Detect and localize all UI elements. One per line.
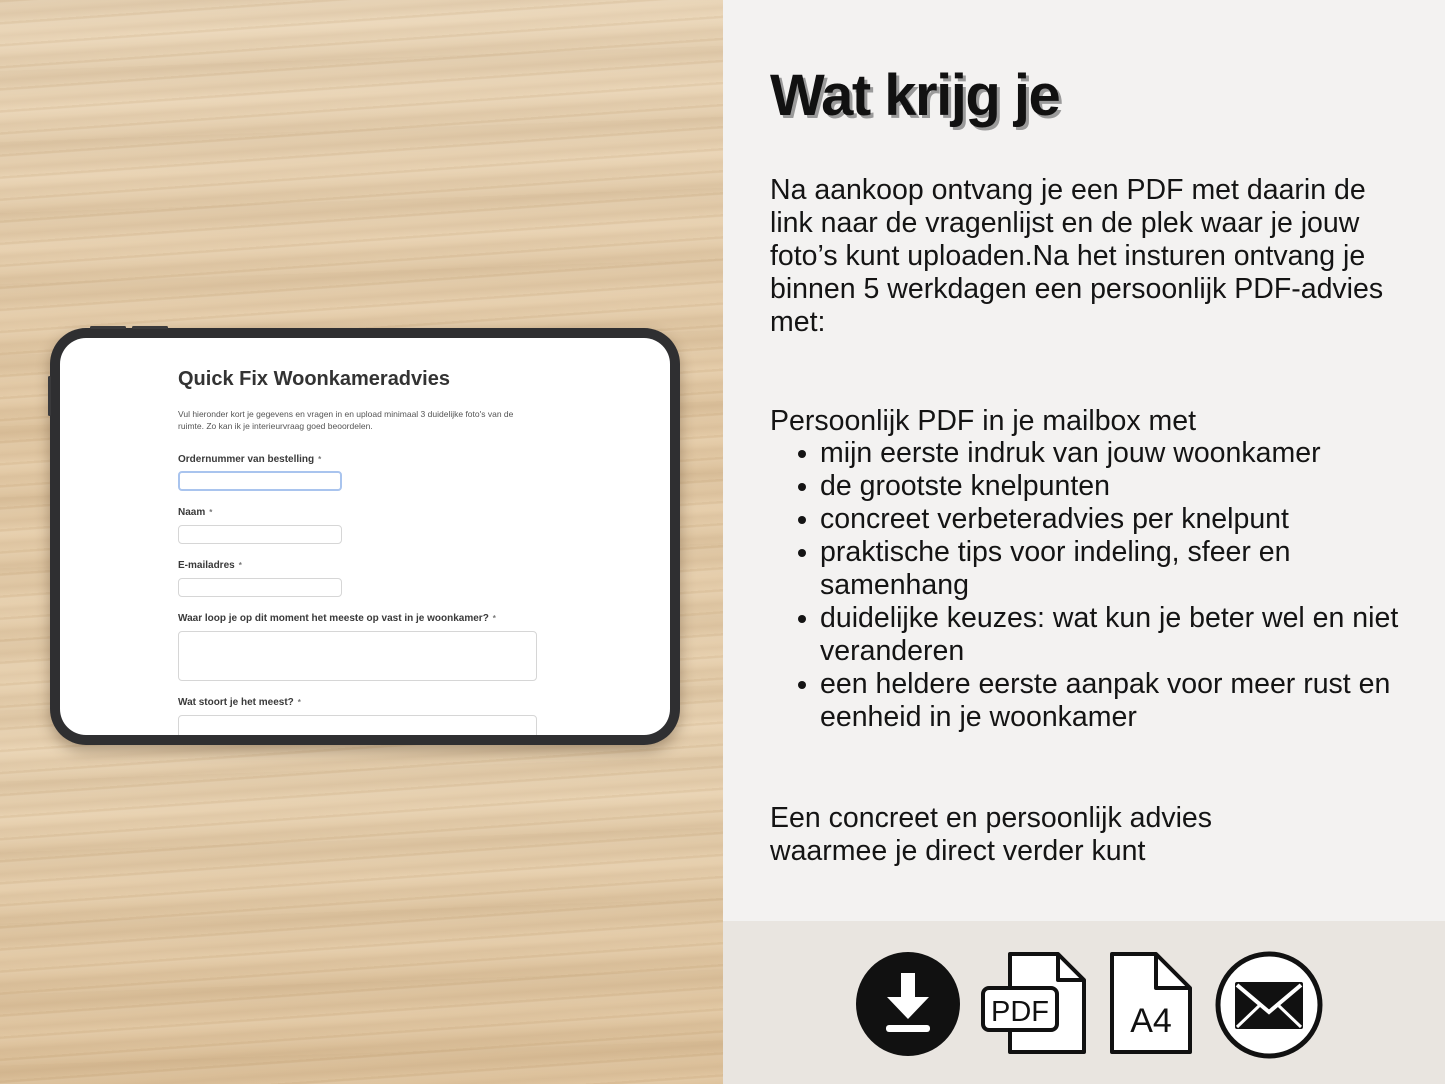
a4-file-icon bbox=[1108, 950, 1194, 1058]
a4-label: A4 bbox=[1130, 1002, 1172, 1040]
field-label-storen bbox=[178, 697, 301, 708]
tablet-screen bbox=[60, 338, 670, 735]
required-marker: * bbox=[209, 508, 213, 517]
required-marker: * bbox=[297, 698, 301, 707]
field-label-text: Ordernummer van bestelling bbox=[178, 454, 315, 465]
pdf-file-icon bbox=[980, 950, 1088, 1058]
list-item: mijn eerste indruk van jouw woonkamer bbox=[770, 437, 1410, 470]
storen-textarea[interactable] bbox=[178, 715, 537, 735]
tablet-button bbox=[90, 326, 126, 329]
list-item: concreet verbeteradvies per knelpunt bbox=[770, 503, 1410, 536]
field-label-text: Waar loop je op dit moment het meeste op vast in je woonkamer? bbox=[178, 613, 489, 624]
form-title: Quick Fix Woonkameradvies bbox=[178, 368, 450, 390]
tablet-side-button bbox=[48, 376, 51, 416]
list-item: de grootste knelpunten bbox=[770, 470, 1410, 503]
ordernummer-input[interactable] bbox=[178, 471, 342, 491]
field-label-text: Wat stoort je het meest? bbox=[178, 697, 294, 708]
field-label-ordernummer bbox=[178, 454, 321, 465]
form-intro: Vul hieronder kort je gegevens en vragen in en upload minimaal 3 duidelijke foto's van de ruimte. Zo kan ik je interieurvraag goed beoordelen. bbox=[178, 409, 514, 431]
intro-paragraph: Na aankoop ontvang je een PDF met daarin de link naar de vragenlijst en de plek waar je jouw foto’s kunt uploaden.Na het insturen ontvang je binnen 5 werkdagen een persoonlijk PDF-advies met: bbox=[770, 174, 1384, 338]
benefits-list bbox=[770, 437, 1410, 734]
tablet-mockup bbox=[50, 328, 680, 745]
download-icon bbox=[855, 951, 961, 1057]
required-marker: * bbox=[318, 455, 322, 464]
required-marker: * bbox=[492, 614, 496, 623]
required-marker: * bbox=[238, 561, 242, 570]
list-item: een heldere eerste aanpak voor meer rust en eenheid in je woonkamer bbox=[770, 668, 1410, 734]
closing-text: Een concreet en persoonlijk advies waarmee je direct verder kunt bbox=[770, 802, 1213, 867]
field-label-text: Naam bbox=[178, 507, 206, 518]
mail-icon bbox=[1214, 950, 1324, 1060]
email-input[interactable] bbox=[178, 578, 342, 597]
pdf-label: PDF bbox=[991, 996, 1049, 1028]
page-heading: Wat krijg je bbox=[770, 63, 1060, 128]
field-label-text: E-mailadres bbox=[178, 560, 235, 571]
vastlopen-textarea[interactable] bbox=[178, 631, 537, 681]
field-label-email bbox=[178, 560, 242, 571]
naam-input[interactable] bbox=[178, 525, 342, 544]
field-label-vastlopen bbox=[178, 613, 496, 624]
list-item: duidelijke keuzes: wat kun je beter wel en niet veranderen bbox=[770, 602, 1410, 668]
list-item: praktische tips voor indeling, sfeer en samenhang bbox=[770, 536, 1410, 602]
field-label-naam bbox=[178, 507, 212, 518]
tablet-button bbox=[132, 326, 168, 329]
list-title: Persoonlijk PDF in je mailbox met bbox=[770, 405, 1197, 437]
